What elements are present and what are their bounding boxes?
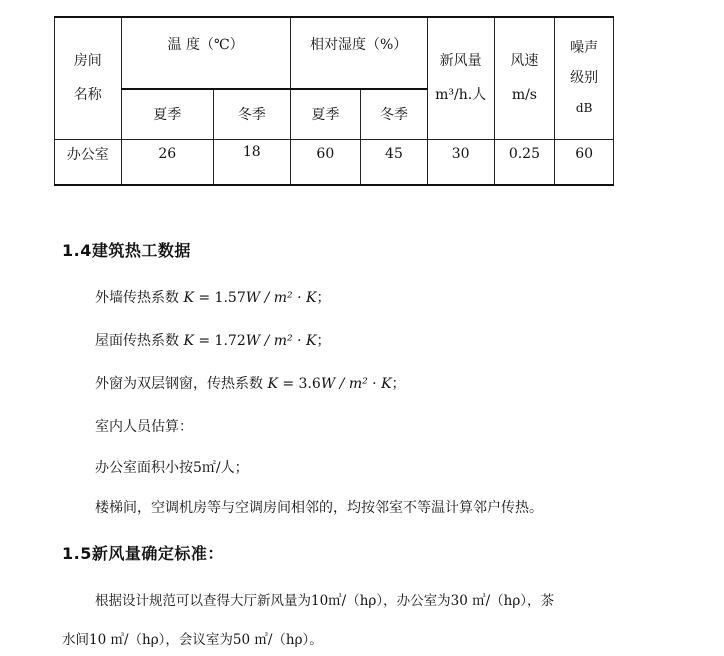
noise-header-line2: 级别 [570, 70, 599, 87]
window-k-symbol: K [267, 376, 278, 392]
window-label: 外窗为双层钢窗，传热系数 [95, 376, 263, 392]
roof-end: ； [316, 333, 331, 349]
wind-speed-header [494, 17, 555, 139]
hum-summer-cell: 60 [290, 139, 361, 185]
temp-winter-header: 冬季 [214, 89, 291, 139]
wall-unit: W / m² · K [245, 290, 317, 306]
section-1-5-heading: 1.5新风量确定标准： [62, 544, 224, 563]
window-unit: W / m² · K [320, 376, 392, 392]
room-name-header-line2: 名称 [73, 87, 102, 104]
noise-header-line3: dB [575, 101, 593, 116]
noise-header [555, 17, 614, 139]
wall-coefficient-line [95, 287, 330, 307]
roof-unit: W / m² · K [245, 333, 317, 349]
room-name-header [55, 17, 122, 139]
wind-speed-cell: 0.25 [494, 139, 555, 185]
noise-header-line1: 噪声 [570, 40, 599, 57]
noise-cell: 60 [555, 139, 614, 185]
table-row [55, 139, 614, 185]
wind-speed-header-unit: m/s [511, 87, 537, 104]
temp-summer-cell: 26 [121, 139, 213, 185]
fresh-air-cell: 30 [427, 139, 494, 185]
fresh-air-standard-line1: 根据设计规范可以查得大厅新风量为10㎥/（hρ），办公室为30 ㎥/（hρ），茶 [95, 593, 555, 609]
occupancy-line: 室内人员估算： [95, 419, 193, 435]
temp-summer-header: 夏季 [121, 89, 213, 139]
temperature-header: 温 度（℃） [121, 17, 290, 89]
roof-coefficient-line [95, 330, 330, 350]
window-coefficient-line [95, 373, 406, 393]
design-parameters-table [54, 16, 614, 186]
window-end: ； [391, 376, 406, 392]
roof-label: 屋面传热系数 [95, 333, 179, 349]
wall-value: = 1.57 [198, 290, 246, 306]
hum-winter-header: 冬季 [361, 89, 428, 139]
fresh-air-header-label: 新风量 [439, 53, 482, 70]
fresh-air-header-unit: m³/h.人 [435, 87, 487, 104]
fresh-air-header [427, 17, 494, 139]
room-name-header-line1: 房间 [73, 53, 102, 70]
temp-winter-cell: 18 [214, 139, 291, 185]
fresh-air-standard-line2: 水间10 ㎥/（hρ），会议室为50 ㎥/（hρ）。 [62, 632, 323, 648]
wall-end: ； [316, 290, 331, 306]
wind-speed-header-label: 风速 [510, 53, 539, 70]
stairs-line: 楼梯间，空调机房等与空调房间相邻的，均按邻室不等温计算邻户传热。 [95, 500, 543, 516]
office-area-line: 办公室面积小按5㎡/人； [95, 460, 249, 476]
room-name-cell: 办公室 [55, 139, 122, 185]
window-value: = 3.6 [282, 376, 321, 392]
roof-k-symbol: K [183, 333, 194, 349]
roof-value: = 1.72 [198, 333, 246, 349]
hum-winter-cell: 45 [361, 139, 428, 185]
wall-k-symbol: K [183, 290, 194, 306]
section-1-4-heading: 1.4建筑热工数据 [62, 241, 191, 260]
wall-label: 外墙传热系数 [95, 290, 179, 306]
hum-summer-header: 夏季 [290, 89, 361, 139]
humidity-header: 相对湿度（%） [290, 17, 427, 89]
